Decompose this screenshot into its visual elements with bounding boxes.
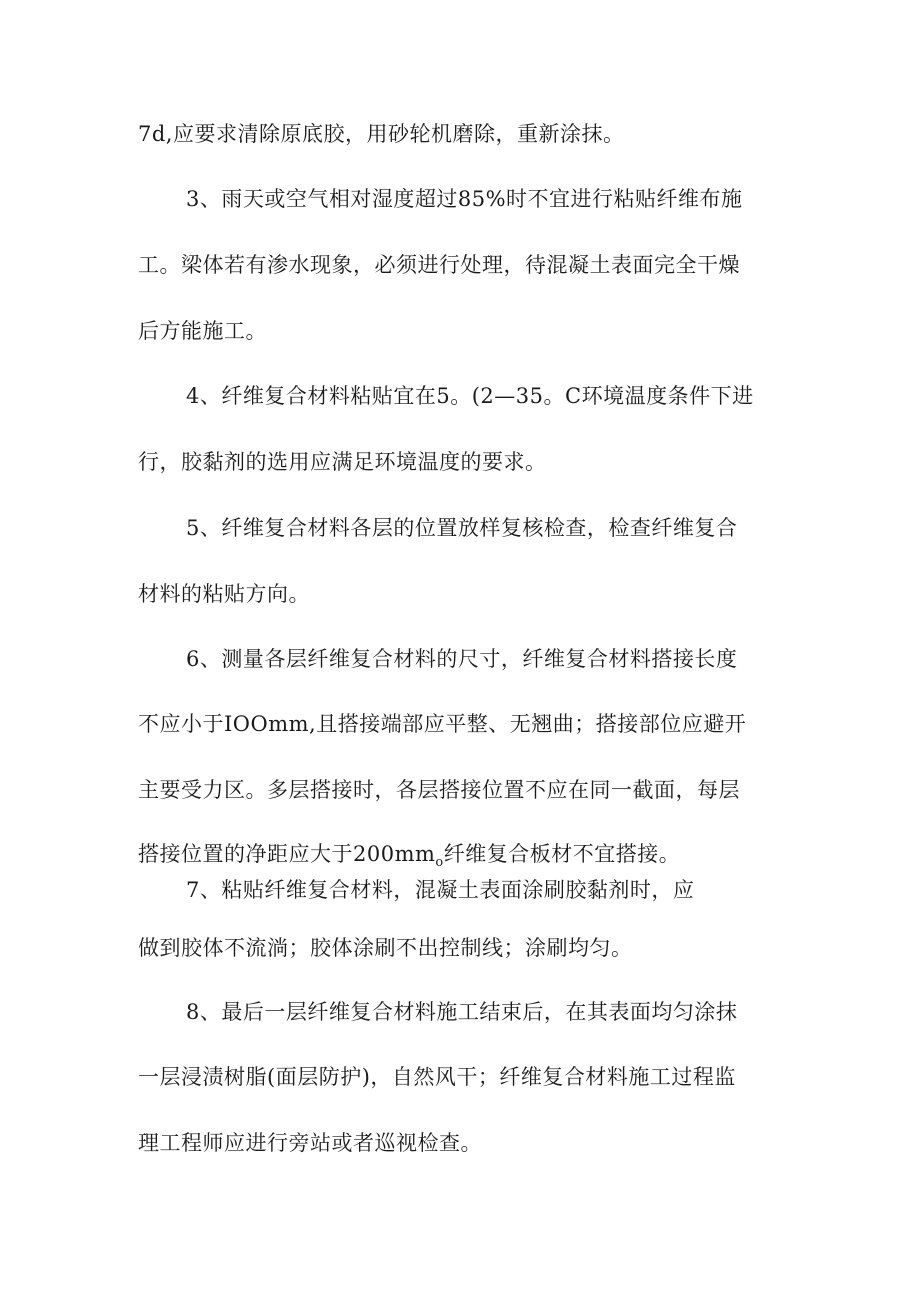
paragraph-line: 7d,应要求清除原底胶，用砂轮机磨除，重新涂抹。 (138, 122, 625, 146)
paragraph-line (138, 839, 680, 878)
paragraph-line: 一层浸渍树脂(面层防护)，自然风干；纤维复合材料施工过程监 (138, 1065, 736, 1089)
paragraph-line: 做到胶体不流淌；胶体涂刷不出控制线；涂刷均匀。 (138, 936, 633, 960)
paragraph-line: 理工程师应进行旁站或者巡视检查。 (138, 1131, 482, 1155)
line-text: 搭接位置的净距应大于200mm (138, 842, 436, 866)
paragraph-line: 工。梁体若有渗水现象，必须进行处理，待混凝土表面完全干燥 (138, 253, 740, 277)
paragraph-line: 材料的粘贴方向。 (138, 582, 310, 606)
paragraph-line: 3、雨天或空气相对湿度超过85%时不宜进行粘贴纤维布施 (186, 187, 743, 211)
paragraph-line: 主要受力区。多层搭接时，各层搭接位置不应在同一截面，每层 (138, 778, 740, 802)
paragraph-line: 8、最后一层纤维复合材料施工结束后，在其表面均匀涂抹 (186, 1000, 738, 1024)
paragraph-line: 不应小于IOOmm,且搭接端部应平整、无翘曲；搭接部位应避开 (138, 712, 747, 736)
paragraph-line: 4、纤维复合材料粘贴宜在5。(2—35。C环境温度条件下进 (186, 384, 754, 408)
line-text: 纤维复合板材不宜搭接。 (443, 842, 681, 866)
paragraph-line: 7、粘贴纤维复合材料，混凝土表面涂刷胶黏剂时，应 (186, 878, 695, 902)
paragraph-line: 5、纤维复合材料各层的位置放样复核检查，检查纤维复合 (186, 516, 738, 540)
paragraph-line: 后方能施工。 (138, 319, 267, 343)
subscript-mark: o (435, 855, 444, 870)
paragraph-line: 行，胶黏剂的选用应满足环境温度的要求。 (138, 450, 547, 474)
paragraph-line: 6、测量各层纤维复合材料的尺寸，纤维复合材料搭接长度 (186, 647, 738, 671)
